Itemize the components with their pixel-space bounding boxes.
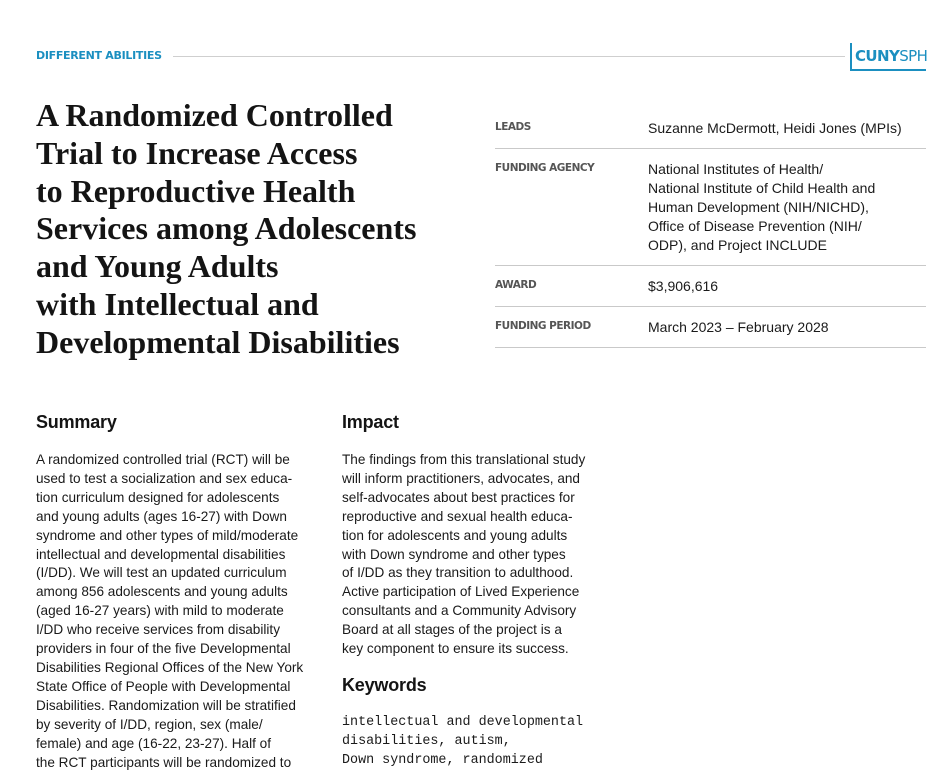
info-row-funding-period [495,307,926,348]
impact-text: The findings from this translational study will inform practitioners, advocates, and self-advocates about best practices for reproductive and sexual health educa- tion for adolescents and young adults with Down syndrome and other types of I/DD as they transition to adulthood. Active participation of Lived Experience consultants and a Community Advisory Board at all stages of the project is a key component to ensure its success. [342,452,586,657]
logo-sph: SPH [899,47,928,65]
keywords-heading: Keywords [342,674,427,695]
impact-section [342,412,612,770]
info-label: FUNDING AGENCY [495,162,595,174]
info-value: $3,906,616 [648,278,719,294]
info-row-funding-agency [495,149,926,266]
cuny-sph-logo[interactable] [850,43,926,71]
info-label: LEADS [495,121,531,133]
info-value: Suzanne McDermott, Heidi Jones (MPIs) [648,120,902,136]
summary-text: A randomized controlled trial (RCT) will be used to test a socialization and sex educa- tion curriculum designed for adolescents and young adults (ages 16-27) with Down syndrome and other types of mild/moderate intellectual and developmental disabilities (I/DD). We will test an updated curriculum among 856 adolescents and young adults (aged 16-27 years) with mild to moderate I/DD who receive services from disability providers in four of the five Developmental Disabilities Regional Offices of the New York State Office of People with Developmental Disabilities. Randomization will be stratified by severity of I/DD, region, sex (male/ female) and age (16-22, 23-27). Half of the RCT participants will be randomized to [36,452,304,770]
keywords-text: intellectual and developmental disabilities, autism, Down syndrome, randomized [342,714,584,768]
info-value: National Institutes of Health/ National Institute of Child Health and Human Development (NIH/NICHD), Office of Disease Prevention (NIH/ ODP), and Project INCLUDE [648,161,876,253]
summary-heading: Summary [36,412,117,432]
logo-cuny: CUNY [855,47,900,65]
info-label: AWARD [495,279,537,291]
info-row-leads [495,108,926,149]
summary-section [36,412,318,772]
impact-heading: Impact [342,412,399,432]
info-value: March 2023 – February 2028 [648,319,829,335]
project-info-table [495,108,926,348]
header-divider [173,56,845,57]
info-row-award [495,266,926,307]
page-title: A Randomized Controlled Trial to Increase Access to Reproductive Health Services among Adolescents and Young Adults with Intellectual and Developmental Disabilities [36,97,417,360]
info-label: FUNDING PERIOD [495,320,591,332]
section-label: DIFFERENT ABILITIES [36,49,162,62]
